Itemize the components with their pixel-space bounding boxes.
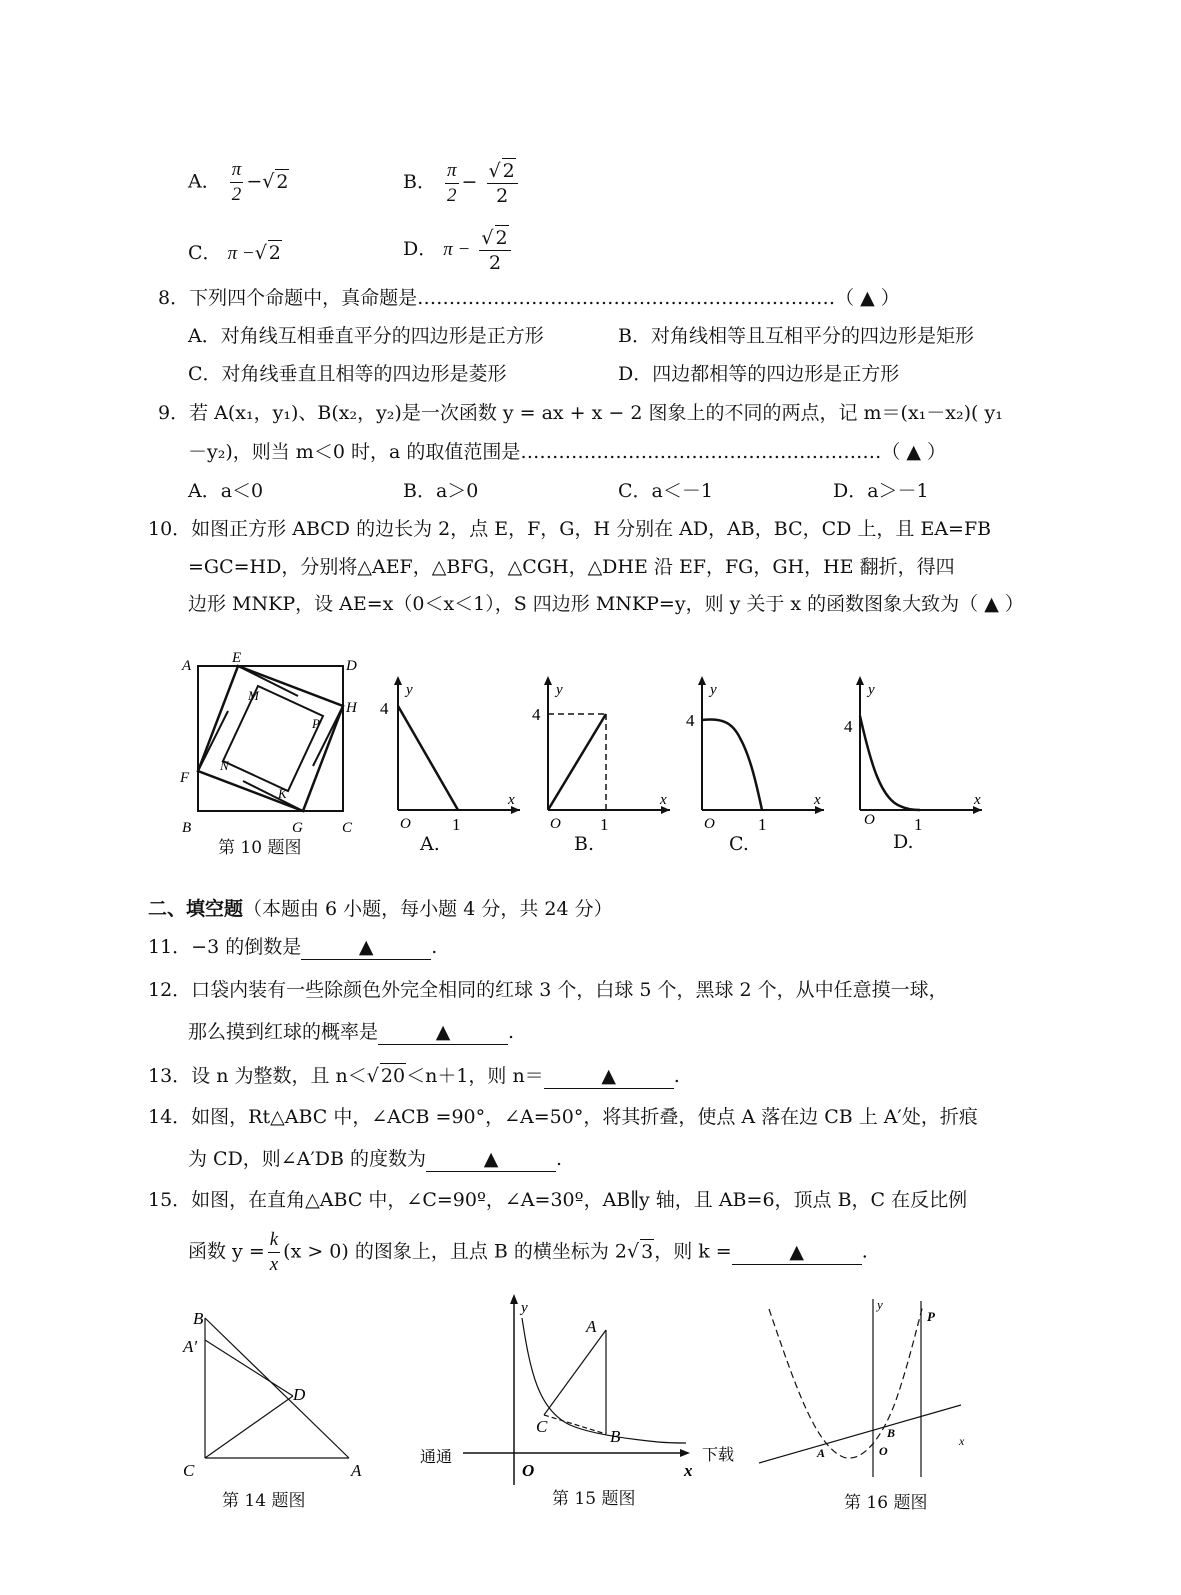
- q10-graph-a: [378, 670, 528, 830]
- fig14-label-c: C: [183, 1461, 195, 1480]
- fig15-caption: 第 15 题图: [552, 1489, 636, 1509]
- fig10-label-a: A: [182, 658, 192, 674]
- q8-option-c: C．对角线垂直且相等的四边形是菱形: [188, 363, 507, 385]
- q9-option-c: C．a＜－1: [618, 480, 713, 502]
- graph-d-4: 4: [844, 717, 853, 736]
- fig15-label-o: O: [522, 1461, 535, 1480]
- graph-c-1: 1: [758, 815, 767, 830]
- graph-c-x: x: [814, 792, 821, 808]
- fig10-label-n: N: [220, 758, 229, 773]
- q9-option-d: D．a＞－1: [833, 480, 929, 502]
- q8-option-b: B．对角线相等且互相平分的四边形是矩形: [618, 325, 974, 347]
- fig10-label-e: E: [232, 650, 242, 666]
- fig16-label-a: A: [817, 1446, 826, 1460]
- q10-graph-d: [840, 670, 990, 830]
- fig10-label-h: H: [346, 700, 357, 716]
- fig14-caption: 第 14 题图: [222, 1491, 306, 1511]
- fig10-label-p: P: [312, 716, 320, 731]
- q7-option-c: C． π −√ 2: [188, 242, 281, 264]
- fig15-label-c: C: [536, 1417, 548, 1436]
- fig15-left-text: 通通: [420, 1449, 453, 1466]
- section-2-heading: 二、填空题（本题由 6 小题，每小题 4 分，共 24 分）: [148, 898, 613, 920]
- fig10-label-k: K: [278, 786, 287, 801]
- q8-stem: 8．下列四个命题中，真命题是…………………………………………………………（ ▲ ）: [158, 287, 900, 309]
- q13: 13．设 n 为整数，且 n＜√ 20＜n＋1，则 n＝ ▲ .: [148, 1065, 680, 1087]
- graph-b-y: y: [556, 682, 563, 698]
- fig14-label-d: D: [293, 1385, 306, 1404]
- q8-option-a: A．对角线互相垂直平分的四边形是正方形: [188, 325, 544, 347]
- q14-line-1: 14．如图，Rt△ABC 中，∠ACB =90°，∠A=50°，将其折叠，使点 A 落在边 CB 上 A′处，折痕: [148, 1106, 978, 1128]
- graph-a-1: 1: [452, 815, 461, 830]
- fig16-graph: [755, 1295, 985, 1480]
- q9-option-b: B．a＞0: [403, 480, 479, 502]
- fig14-label-a-prime: A′: [183, 1337, 198, 1356]
- fig16-label-y: y: [877, 1297, 883, 1312]
- q11: 11．−3 的倒数是 ▲ .: [148, 936, 438, 958]
- graph-d-y: y: [868, 682, 875, 698]
- graph-c-4: 4: [686, 711, 695, 730]
- graph-b-o: O: [550, 816, 561, 830]
- q10-choice-a-label: A.: [420, 833, 440, 855]
- q7-option-a: A． $\frac{\pi}{2}$ −√ 2: [188, 159, 289, 205]
- q10-line-1: 10．如图正方形 ABCD 的边长为 2，点 E，F，G，H 分别在 AD，AB，BC，CD 上，且 EA=FB: [148, 518, 992, 540]
- fig15-label-a: A: [586, 1317, 597, 1336]
- q10-line-3: 边形 MNKP，设 AE=x（0＜x＜1），S 四边形 MNKP=y，则 y 关于 x 的函数图象大致为（ ▲ ）: [188, 593, 1024, 615]
- fig16-caption: 第 16 题图: [844, 1493, 928, 1513]
- q15-line-2: 函数 y = $\frac{k}{x}$ (x > 0) 的图象上，且点 B 的横坐标为 2√ 3，则 k = ▲ .: [188, 1229, 868, 1275]
- q14-answer-blank: ▲: [426, 1147, 556, 1172]
- q9-line-1: 9．若 A(x₁，y₁)、B(x₂，y₂)是一次函数 y = ax + x − 2 图象上的不同的两点，记 m＝(x₁－x₂)( y₁: [158, 402, 1003, 424]
- q12-answer-blank: ▲: [378, 1020, 508, 1045]
- fig14-label-b: B: [193, 1309, 204, 1328]
- q12-line-1: 12．口袋内装有一些除颜色外完全相同的红球 3 个，白球 5 个，黑球 2 个，从中任意摸一球，: [148, 979, 948, 1001]
- fig15-right-text: 下载: [702, 1447, 735, 1464]
- q10-figure-caption: 第 10 题图: [218, 838, 302, 858]
- graph-a-o: O: [400, 816, 411, 830]
- graph-a-4: 4: [380, 699, 389, 718]
- graph-b-4: 4: [532, 705, 541, 724]
- graph-d-o: O: [864, 812, 875, 828]
- q11-answer-blank: ▲: [301, 935, 431, 960]
- q7-option-b: B． $\frac{\pi}{2}$ − $\frac{√ 2}{2}$: [403, 158, 521, 208]
- q15-answer-blank: ▲: [732, 1240, 862, 1265]
- graph-d-x: x: [974, 792, 981, 808]
- graph-c-o: O: [704, 816, 715, 830]
- fig10-label-c: C: [342, 820, 353, 836]
- q12-line-2: 那么摸到红球的概率是 ▲ .: [188, 1021, 515, 1043]
- fig10-label-d: D: [346, 658, 357, 674]
- fig16-label-b: B: [887, 1426, 896, 1440]
- q8-option-d: D．四边都相等的四边形是正方形: [618, 363, 900, 385]
- q10-choice-b-label: B.: [574, 833, 595, 855]
- fig15-label-b: B: [610, 1427, 621, 1446]
- q10-choice-c-label: C.: [729, 833, 749, 855]
- q10-graph-b: [528, 670, 678, 830]
- fig16-label-x: x: [959, 1434, 965, 1448]
- fig10-label-m: M: [248, 688, 259, 703]
- q10-line-2: =GC=HD，分别将△AEF，△BFG，△CGH，△DHE 沿 EF，FG，GH，HE 翻折，得四: [188, 556, 955, 578]
- graph-b-1: 1: [600, 815, 609, 830]
- q9-option-a: A．a＜0: [188, 480, 264, 502]
- fig10-label-b: B: [182, 820, 192, 836]
- fig15-label-y: y: [521, 1300, 528, 1316]
- fig14-triangle: [175, 1300, 375, 1480]
- graph-c-y: y: [710, 682, 717, 698]
- fig16-label-o: O: [879, 1444, 888, 1458]
- fig15-label-x: x: [684, 1461, 693, 1480]
- q10-choice-d-label: D.: [893, 831, 914, 853]
- fig10-label-g: G: [292, 820, 303, 836]
- graph-b-x: x: [660, 792, 667, 808]
- fig15-graph: [418, 1290, 738, 1490]
- fig14-label-a: A: [351, 1461, 362, 1480]
- q15-line-1: 15．如图，在直角△ABC 中，∠C=90º，∠A=30º，AB∥y 轴，且 AB=6，顶点 B，C 在反比例: [148, 1189, 968, 1211]
- q10-square-figure: [170, 650, 370, 860]
- q13-answer-blank: ▲: [544, 1064, 674, 1089]
- q10-graph-c: [682, 670, 832, 830]
- fig10-label-f: F: [180, 770, 190, 786]
- q9-line-2: －y₂)，则当 m＜0 时，a 的取值范围是…………………………………………………（ ▲ ）: [188, 441, 947, 463]
- graph-a-x: x: [508, 792, 515, 808]
- graph-d-1: 1: [914, 815, 923, 830]
- q7-option-d: D． π − $\frac{√ 2}{2}$: [403, 225, 514, 275]
- graph-a-y: y: [406, 682, 413, 698]
- q14-line-2: 为 CD，则∠A′DB 的度数为 ▲ .: [188, 1148, 563, 1170]
- fig16-label-p: P: [927, 1309, 935, 1324]
